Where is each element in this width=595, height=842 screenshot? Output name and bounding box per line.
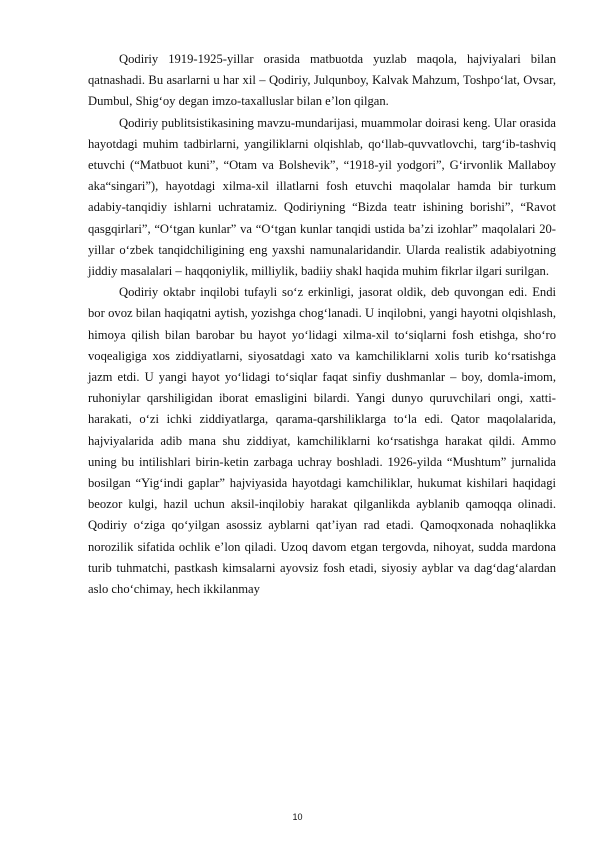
paragraph: Qodiriy 1919-1925-yillar orasida matbuotda yuzlab maqola, hajviyalari bilan qatnashadi. Bu asarlarni u har xil – Qodiriy, Julqunboy, Kalvak Mahzum, Toshpo‘lat, Ovsar, Dumbul, Shig‘oy degan imzo-taxalluslar bilan e’lon qilgan. [88,52,556,109]
page-number: 10 [292,812,303,822]
paragraph: Qodiriy oktabr inqilobi tufayli so‘z erkinligi, jasorat oldik, deb quvongan edi. Endi bor ovoz bilan haqiqatni aytish, yozishga chog‘lanadi. U inqilobni, yangi hayotni olqishlash, himoya qilish bilan barobar bu hayot yo‘lidagi xilma-xil to‘siqlarni fosh etishga, sho‘ro voqealigiga xos ziddiyatlarni, siyosatdagi xato va kamchiliklarni xolis turib ko‘rsatishga jazm etdi. U yangi hayot yo‘lidagi to‘siqlar faqat sinfiy dushmanlar – boy, domla-imom, ruhoniylar qarshiligidan iborat emasligini bilardi. Yangi dunyo quruvchilari ongi, xatti-harakati, o‘zi ichki ziddiyatlarga, qarama-qarshiliklarga to‘la edi. Qator maqolalarida, hajviyalarida adib mana shu ziddiyat, kamchiliklarni ko‘rsatishga harakat qildi. Ammo uning bu intilishlari birin-ketin zarbaga uchray boshladi. 1926-yilda “Mushtum” jurnalida bosilgan “Yig‘indi gaplar” hajviyasida hayotdagi kamchiliklar, hukumat kishilari haqidagi beozor kulgi, hazil uchun aksil-inqilobiy harakat qilganlikda ayblanib qamoqqa olinadi. Qodiriy o‘ziga qo‘yilgan asossiz ayblarni qat’iyan rad etadi. Qamoqxonada nohaqlikka norozilik sifatida ochlik e’lon qiladi. Uzoq davom etgan tergovda, nihoyat, sudda mardona turib tuhmatchi, pastkash kimsalarni ayovsiz fosh etadi, siyosiy ayblar va dag‘dag‘alardan aslo cho‘chimay, hech ikkilanmay [88,285,556,597]
paragraph: Qodiriy publitsistikasining mavzu-mundarijasi, muammolar doirasi keng. Ular orasida hayotdagi muhim tadbirlarni, yangiliklarni olqishlab, qo‘llab-quvvatlovchi, targ‘ib-tashviq etuvchi (“Matbuot kuni”, “Otam va Bolshevik”, “1918-yil yodgori”, G‘irvonlik Mallaboy aka“singari”), hayotdagi xilma-xil illatlarni fosh etuvchi maqolalar hamda bir turkum adabiy-tanqidiy ishlarni uchratamiz. Qodiriyning “Bizda teatr ishining borishi”, “Ravot qasgqirlari”, “O‘tgan kunlar” va “O‘tgan kunlar tanqidi ustida ba’zi izohlar” maqolalari 20-yillar o‘zbek tanqidchiligining eng yaxshi namunalaridandir. Ularda realistik adabiyotning jiddiy masalalari – haqqoniylik, milliylik, badiiy shakl haqida muhim fikrlar ilgari surilgan. [88,115,556,279]
body-text [88,49,556,600]
